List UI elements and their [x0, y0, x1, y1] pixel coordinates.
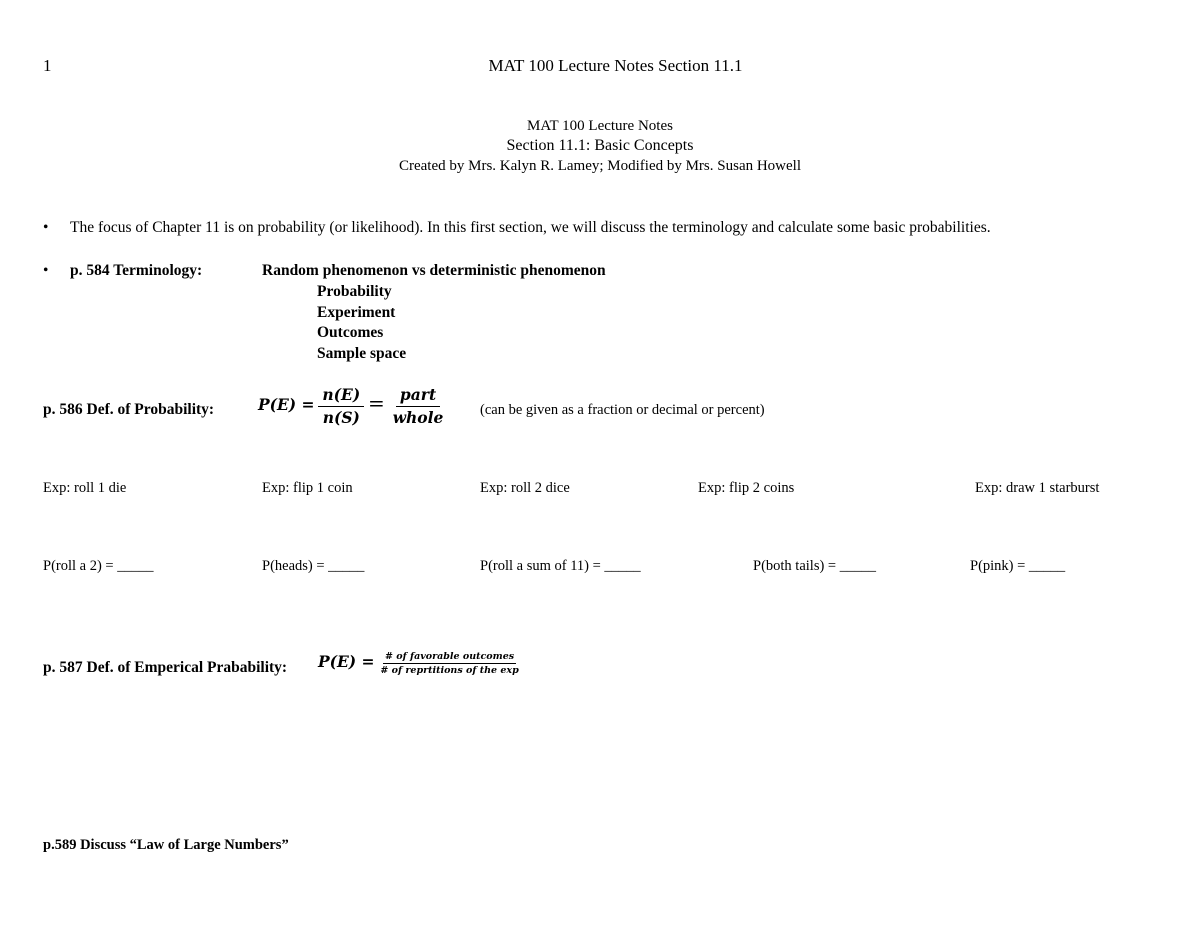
fraction-denominator: # of reprtitions of the exp: [380, 665, 519, 676]
running-header: MAT 100 Lecture Notes Section 11.1: [488, 56, 743, 75]
intro-bullet: [43, 219, 991, 237]
fraction-numerator: part: [396, 386, 440, 407]
probability-blank: P(both tails) = _____: [753, 558, 876, 574]
example-item: Exp: draw 1 starburst: [975, 480, 1100, 496]
intro-text: The focus of Chapter 11 is on probability (or likelihood). In this first section, we will discuss the terminology and calculate some basic probabilities.: [70, 219, 991, 236]
term-item: Outcomes: [317, 324, 384, 341]
term-item: Probability: [317, 283, 392, 300]
probability-def-label: p. 586 Def. of Probability:: [43, 401, 215, 418]
terminology-bullet: [43, 262, 202, 280]
law-of-large-numbers: p.589 Discuss “Law of Large Numbers”: [43, 837, 289, 853]
probability-note: (can be given as a fraction or decimal or percent): [480, 402, 765, 418]
formula-lhs: P(E) =: [258, 395, 315, 415]
formula-lhs: P(E) =: [318, 652, 375, 672]
probability-formula: [258, 386, 447, 427]
bullet-icon: •: [43, 219, 49, 236]
doc-title: MAT 100 Lecture Notes: [527, 118, 673, 134]
empirical-fraction: [378, 651, 520, 676]
term-item: Experiment: [317, 304, 396, 321]
title-block: [0, 116, 1200, 176]
example-item: Exp: flip 1 coin: [262, 480, 353, 496]
fraction-numerator: n(E): [318, 386, 364, 407]
probability-blank: P(pink) = _____: [970, 558, 1066, 574]
probability-blank: P(roll a sum of 11) = _____: [480, 558, 641, 574]
term-item: Sample space: [317, 345, 407, 362]
doc-credits: Created by Mrs. Kalyn R. Lamey; Modified by Mrs. Susan Howell: [398, 158, 802, 174]
empirical-formula: [318, 651, 521, 676]
bullet-icon: •: [43, 262, 49, 279]
terminology-label: p. 584 Terminology:: [70, 262, 203, 279]
doc-section-title: Section 11.1: Basic Concepts: [506, 137, 694, 154]
probability-blank: P(roll a 2) = _____: [43, 558, 154, 574]
example-item: Exp: roll 2 dice: [480, 480, 570, 496]
empirical-def-label: p. 587 Def. of Emperical Prabability:: [43, 659, 288, 676]
fraction-part-whole: [389, 386, 448, 427]
probability-blank: P(heads) = _____: [262, 558, 365, 574]
fraction-denominator: whole: [392, 408, 444, 427]
equals-sign: =: [368, 391, 385, 416]
example-item: Exp: roll 1 die: [43, 480, 127, 496]
fraction-n: [318, 386, 364, 427]
page-number: 1: [43, 56, 52, 75]
example-item: Exp: flip 2 coins: [698, 480, 795, 496]
fraction-numerator: # of favorable outcomes: [385, 651, 515, 662]
fraction-denominator: n(S): [322, 408, 360, 427]
term-item: Random phenomenon vs deterministic phenomenon: [262, 262, 606, 279]
